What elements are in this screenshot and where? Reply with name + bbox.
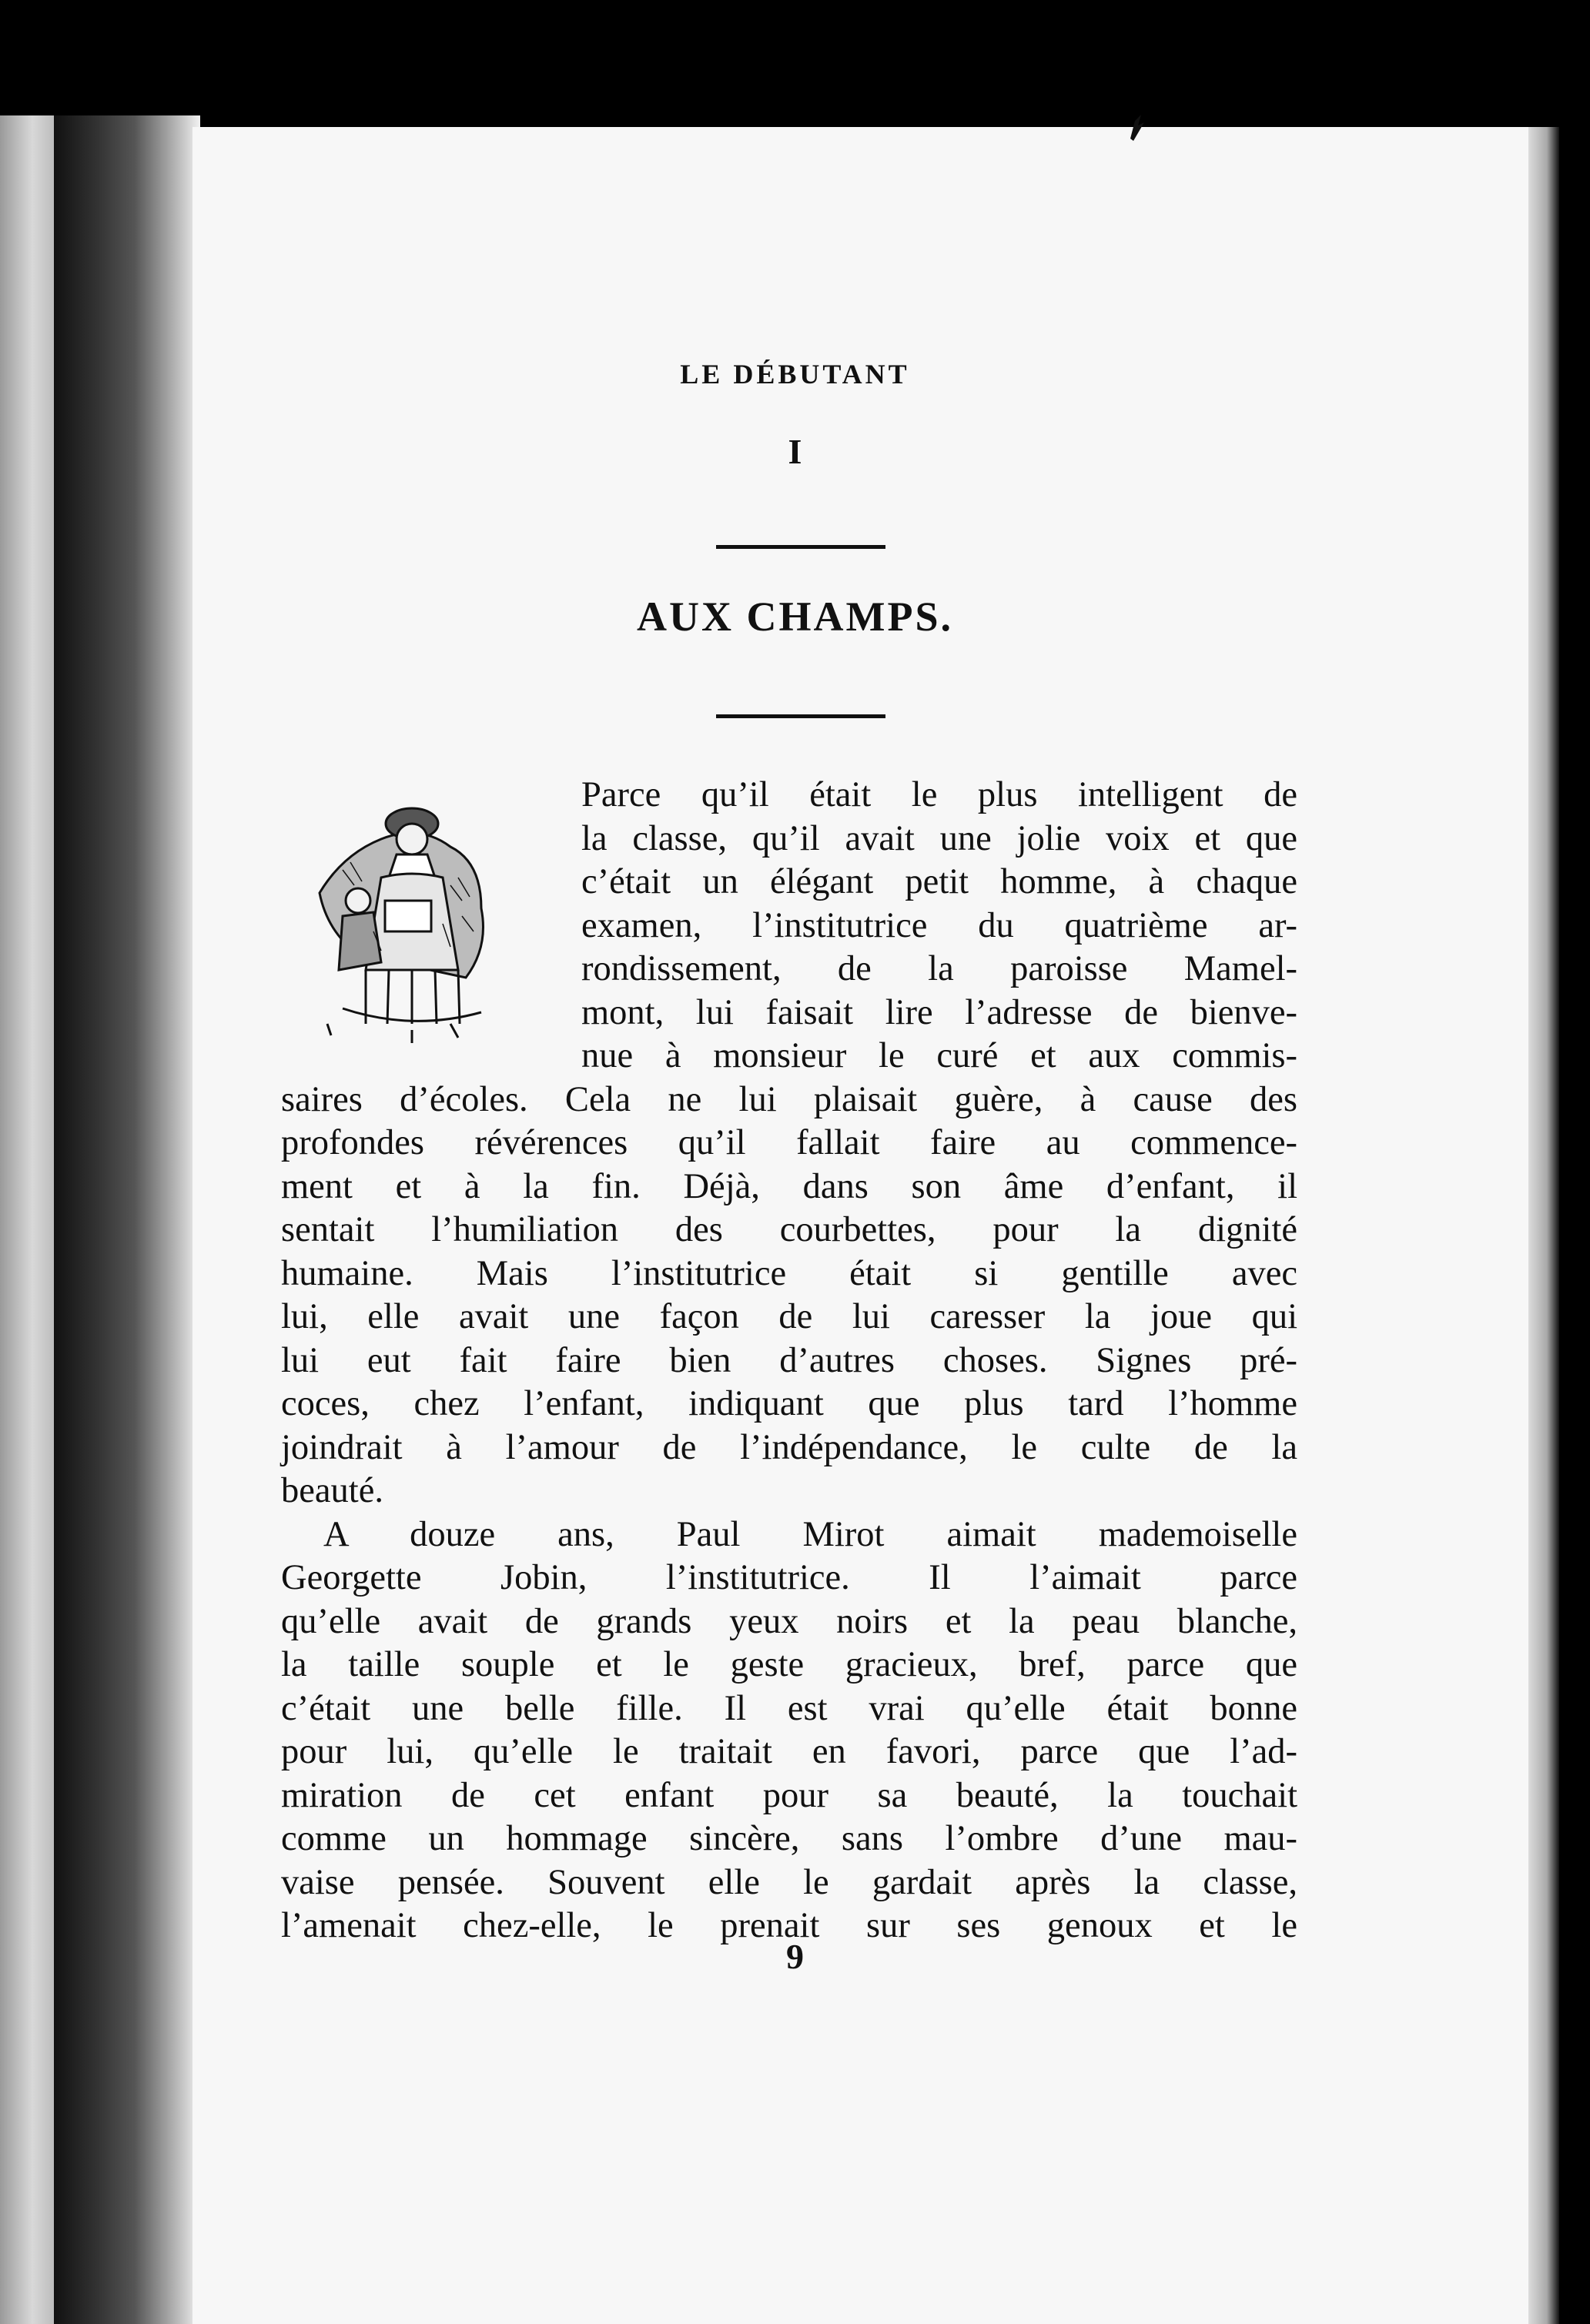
text-line: lui, elle avait une façon de lui caresser la joue qui <box>281 1297 1297 1336</box>
text-line: l’amenait chez-elle, le prenait sur ses genoux et le <box>281 1906 1297 1945</box>
text-line: examen, l’institutrice du quatrième ar- <box>581 905 1297 945</box>
text-line: joindrait à l’amour de l’indépendance, le culte de la <box>281 1427 1297 1467</box>
text-line: ment et à la fin. Déjà, dans son âme d’enfant, il <box>281 1166 1297 1206</box>
text-line: comme un hommage sincère, sans l’ombre d’une mau- <box>281 1819 1297 1858</box>
divider-rule-top <box>716 545 885 549</box>
text-line: c’était un élégant petit homme, à chaque <box>581 862 1297 901</box>
text-line: coces, chez l’enfant, indiquant que plus tard l’homme <box>281 1384 1297 1423</box>
scan-mark-icon <box>1124 112 1147 142</box>
text-line: vaise pensée. Souvent elle le gardait après la classe, <box>281 1862 1297 1902</box>
text-line: c’était une belle fille. Il est vrai qu’elle était bonne <box>281 1688 1297 1728</box>
text-line: A douze ans, Paul Mirot aimait mademoiselle <box>323 1514 1297 1554</box>
page-number: 9 <box>786 1937 804 1976</box>
chapter-title: AUX CHAMPS. <box>637 594 953 640</box>
text-line: sentait l’humiliation des courbettes, pour la dignité <box>281 1210 1297 1249</box>
body-text <box>281 774 1297 1948</box>
text-line: mont, lui faisait lire l’adresse de bienve- <box>581 992 1297 1032</box>
chapter-number: I <box>788 432 802 471</box>
text-line: miration de cet enfant pour sa beauté, la touchait <box>281 1775 1297 1815</box>
text-line: lui eut fait faire bien d’autres choses. Signes pré- <box>281 1340 1297 1380</box>
text-line: saires d’écoles. Cela ne lui plaisait guère, à cause des <box>281 1079 1297 1119</box>
text-line: Georgette Jobin, l’institutrice. Il l’aimait parce <box>281 1558 1297 1597</box>
text-line: beauté. <box>281 1471 383 1510</box>
text-line: la classe, qu’il avait une jolie voix et que <box>581 818 1297 858</box>
text-line: qu’elle avait de grands yeux noirs et la peau blanche, <box>281 1601 1297 1641</box>
text-line: humaine. Mais l’institutrice était si gentille avec <box>281 1253 1297 1293</box>
text-line: profondes révérences qu’il fallait faire au commence- <box>281 1123 1297 1162</box>
divider-rule-bottom <box>716 714 885 718</box>
text-line: rondissement, de la paroisse Mamel- <box>581 949 1297 988</box>
running-head: LE DÉBUTANT <box>680 359 910 390</box>
text-line: la taille souple et le geste gracieux, bref, parce que <box>281 1645 1297 1684</box>
text-line: Parce qu’il était le plus intelligent de <box>581 775 1297 814</box>
text-line: nue à monsieur le curé et aux commis- <box>581 1036 1297 1075</box>
text-line: pour lui, qu’elle le traitait en favori, parce que l’ad- <box>281 1732 1297 1771</box>
